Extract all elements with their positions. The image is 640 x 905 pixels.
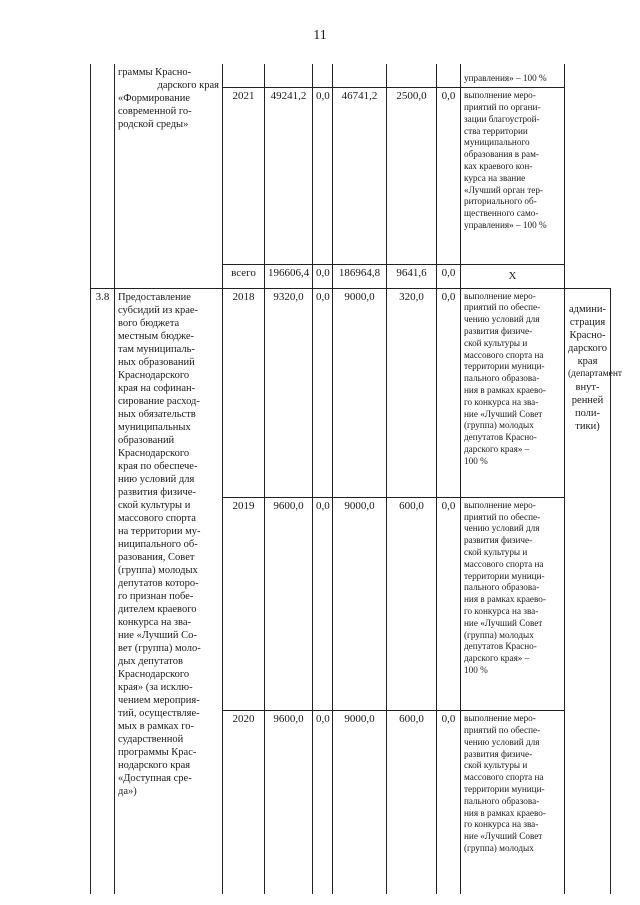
page-number: 11 (313, 28, 327, 43)
result-line: 100 % (464, 455, 488, 466)
item-name-line: ской культуры и (118, 499, 191, 511)
item-name-line: (группа) молодых (118, 564, 198, 576)
result-line: ской культуры и (464, 337, 528, 348)
item-name-line: вет (группа) моло- (118, 642, 201, 654)
result-line: территории муници- (464, 570, 545, 581)
result-line: ства территории (464, 125, 528, 136)
result-line: развития физиче- (464, 748, 533, 759)
result-line: ние «Лучший Совет (464, 617, 543, 628)
result-line: го конкурса на зва- (464, 396, 539, 407)
result-line: приятий по органи- (464, 102, 541, 112)
result-line: щественного само- (464, 208, 539, 219)
result-line: чению условий для (464, 314, 540, 325)
item-name-line: депутатов которо- (118, 577, 199, 589)
item-name-line: края» (за исклю- (118, 681, 193, 693)
result-cell (461, 88, 565, 265)
federal-cell: 0,0 (313, 88, 333, 265)
result-line: ние «Лучший Совет (464, 831, 543, 842)
result-line: «Лучший орган тер- (464, 184, 544, 195)
federal-cell: 0,0 (313, 497, 333, 710)
regional-cell: 9000,0 (333, 288, 387, 497)
result-line: ках краевого кон- (464, 160, 533, 171)
result-line: территории муници- (464, 361, 545, 372)
result-line: ния в рамках краево- (464, 594, 546, 605)
item-name-line: вого бюджета (118, 317, 180, 329)
result-line: риториального об- (464, 196, 537, 207)
result-line: депутатов Красно- (464, 432, 537, 443)
executor-line: поли- (574, 407, 601, 419)
result-line: образования в рам- (464, 149, 539, 160)
extra-cell: 0,0 (437, 88, 461, 265)
item-name-line: субсидий из крае- (118, 304, 199, 316)
federal-cell: 0,0 (313, 264, 333, 288)
item-name-line: сударственной (118, 733, 184, 745)
executor-cell (565, 288, 623, 894)
result-cell (461, 288, 565, 497)
item-name-line: ние «Лучший Со- (118, 629, 197, 641)
local-cell: 600,0 (387, 497, 437, 710)
total-cell: 196606,4 (265, 264, 313, 288)
result-line: 100 % (464, 664, 488, 675)
result-line: го конкурса на зва- (464, 819, 539, 830)
item-name-line: разования, Совет (118, 551, 195, 563)
federal-cell: 0,0 (313, 288, 333, 497)
result-line: зации благоустрой- (464, 113, 540, 124)
result-line: управления» – 100 % (464, 219, 547, 230)
item-name-line: нию условий для (118, 473, 195, 485)
result-line: массового спорта на (464, 349, 544, 360)
cell-number-empty (91, 64, 115, 88)
result-line: пального образова- (464, 373, 540, 384)
executor-line: страция (569, 316, 606, 328)
item-name-line: развития физиче- (118, 486, 196, 498)
result-x-cell: Х (461, 264, 565, 288)
item-name-line: местным бюдже- (118, 330, 195, 342)
result-line: выполнение меро- (464, 90, 536, 101)
regional-cell: 46741,2 (333, 88, 387, 265)
extra-cell: 0,0 (437, 711, 461, 894)
cell-federal-empty (313, 64, 333, 88)
cell-local-empty (387, 64, 437, 88)
result-cell (461, 64, 565, 88)
result-line: приятий по обеспе- (464, 302, 541, 313)
item-name-line: муниципальных (118, 421, 191, 433)
result-line: массового спорта на (464, 558, 544, 569)
item-name-line: края на софинан- (118, 382, 196, 394)
table-row (91, 64, 611, 88)
result-line: развития физиче- (464, 326, 533, 337)
program-table (90, 64, 623, 894)
cell-extra-empty (437, 64, 461, 88)
regional-cell: 9000,0 (333, 497, 387, 710)
year-cell: 2021 (223, 88, 265, 265)
result-line: приятий по обеспе- (464, 511, 541, 522)
item-name-line: сирование расход- (118, 395, 200, 407)
total-label-cell: всего (223, 264, 265, 288)
item-name-line: нодарского края (118, 759, 191, 771)
item-name-line: «Доступная сре- (118, 772, 192, 784)
item-name-line: го признан побе- (118, 590, 194, 602)
executor-line: края (577, 355, 598, 367)
result-line: дарского края» – (464, 653, 530, 664)
extra-cell: 0,0 (437, 288, 461, 497)
extra-cell: 0,0 (437, 264, 461, 288)
item-name-line: массового спорта (118, 512, 196, 524)
result-line: пального образова- (464, 582, 540, 593)
cell-number-empty (91, 264, 115, 288)
result-line: (группа) молодых (464, 420, 534, 431)
result-line: муниципального (464, 137, 530, 148)
executor-line: тики) (575, 420, 600, 432)
cell-year-empty (223, 64, 265, 88)
result-line: дарского края» – (464, 444, 530, 455)
result-line: ние «Лучший Совет (464, 408, 543, 419)
result-line: (группа) молодых (464, 629, 534, 640)
executor-line: ренней (571, 394, 604, 406)
local-cell: 2500,0 (387, 88, 437, 265)
result-line: ской культуры и (464, 546, 528, 557)
executor-line: дарского (568, 342, 608, 354)
item-name-line: мых в рамках го- (118, 720, 194, 732)
item-name-line: дителем краевого (118, 603, 197, 615)
result-line: приятий по обеспе- (464, 725, 541, 735)
local-cell: 9641,6 (387, 264, 437, 288)
total-cell: 9320,0 (265, 288, 313, 497)
item-name-line: чением мероприя- (118, 694, 200, 706)
result-line: выполнение меро- (464, 499, 536, 510)
item-name-line: Краснодарского (118, 668, 190, 680)
result-line: (группа) молодых (464, 842, 534, 853)
year-cell: 2019 (223, 497, 265, 710)
executor-line: (департамент (568, 368, 623, 379)
item-name-cell (115, 288, 223, 894)
item-name-line: тий, осуществляе- (118, 707, 200, 719)
executor-line: внут- (575, 381, 600, 393)
item-name-line: да») (118, 785, 137, 797)
result-line: ния в рамках краево- (464, 385, 546, 396)
result-line: депутатов Красно- (464, 641, 537, 652)
result-line: управления» – 100 % (464, 73, 547, 84)
executor-line: Красно- (569, 329, 606, 341)
item-name-line: там муниципаль- (118, 343, 195, 355)
program-name-line: современной го- (118, 106, 192, 117)
result-line: массового спорта на (464, 772, 544, 783)
result-line: ской культуры и (464, 760, 528, 771)
result-line: курса на звание (464, 172, 526, 183)
item-name-line: ных обязательств (118, 408, 196, 420)
total-cell: 49241,2 (265, 88, 313, 265)
table-row (91, 288, 611, 497)
item-name-line: Краснодарского (118, 447, 190, 459)
cell-total-empty (265, 64, 313, 88)
total-cell: 9600,0 (265, 711, 313, 894)
item-name-line: конкурса на зва- (118, 616, 191, 628)
item-name-line: программы Крас- (118, 746, 197, 758)
result-line: ния в рамках краево- (464, 807, 546, 818)
item-name-line: образований (118, 434, 175, 446)
item-name-line: Предоставление (118, 291, 191, 303)
federal-cell: 0,0 (313, 711, 333, 894)
extra-cell: 0,0 (437, 497, 461, 710)
item-name-line: ниципального об- (118, 538, 198, 550)
result-line: го конкурса на зва- (464, 605, 539, 616)
program-name-cell (115, 64, 223, 288)
item-name-line: Краснодарского (118, 369, 190, 381)
year-cell: 2018 (223, 288, 265, 497)
result-cell (461, 711, 565, 894)
item-number-cell: 3.8 (91, 288, 115, 894)
result-line: чению условий для (464, 523, 540, 534)
result-line: пального образова- (464, 795, 540, 806)
total-cell: 9600,0 (265, 497, 313, 710)
result-line: развития физиче- (464, 535, 533, 546)
result-line: чению условий для (464, 736, 540, 747)
item-name-line: края по обеспече- (118, 460, 198, 472)
program-name-line: «Формирование (118, 93, 191, 104)
local-cell: 320,0 (387, 288, 437, 497)
result-cell (461, 497, 565, 710)
item-name-line: на территории му- (118, 525, 201, 537)
program-name-line: граммы Красно- (118, 67, 192, 78)
executor-empty (565, 64, 611, 288)
result-line: территории муници- (464, 783, 545, 794)
executor-line: админи- (568, 303, 606, 315)
cell-regional-empty (333, 64, 387, 88)
item-name-line: дых депутатов (118, 655, 183, 667)
year-cell: 2020 (223, 711, 265, 894)
local-cell: 600,0 (387, 711, 437, 894)
regional-cell: 9000,0 (333, 711, 387, 894)
program-name-line: родской среды» (118, 119, 189, 130)
result-line: выполнение меро- (464, 290, 536, 301)
result-line: выполнение меро- (464, 713, 536, 724)
program-name-line: дарского края (157, 80, 219, 91)
cell-number-empty (91, 88, 115, 265)
regional-cell: 186964,8 (333, 264, 387, 288)
item-name-line: ных образований (118, 356, 195, 368)
